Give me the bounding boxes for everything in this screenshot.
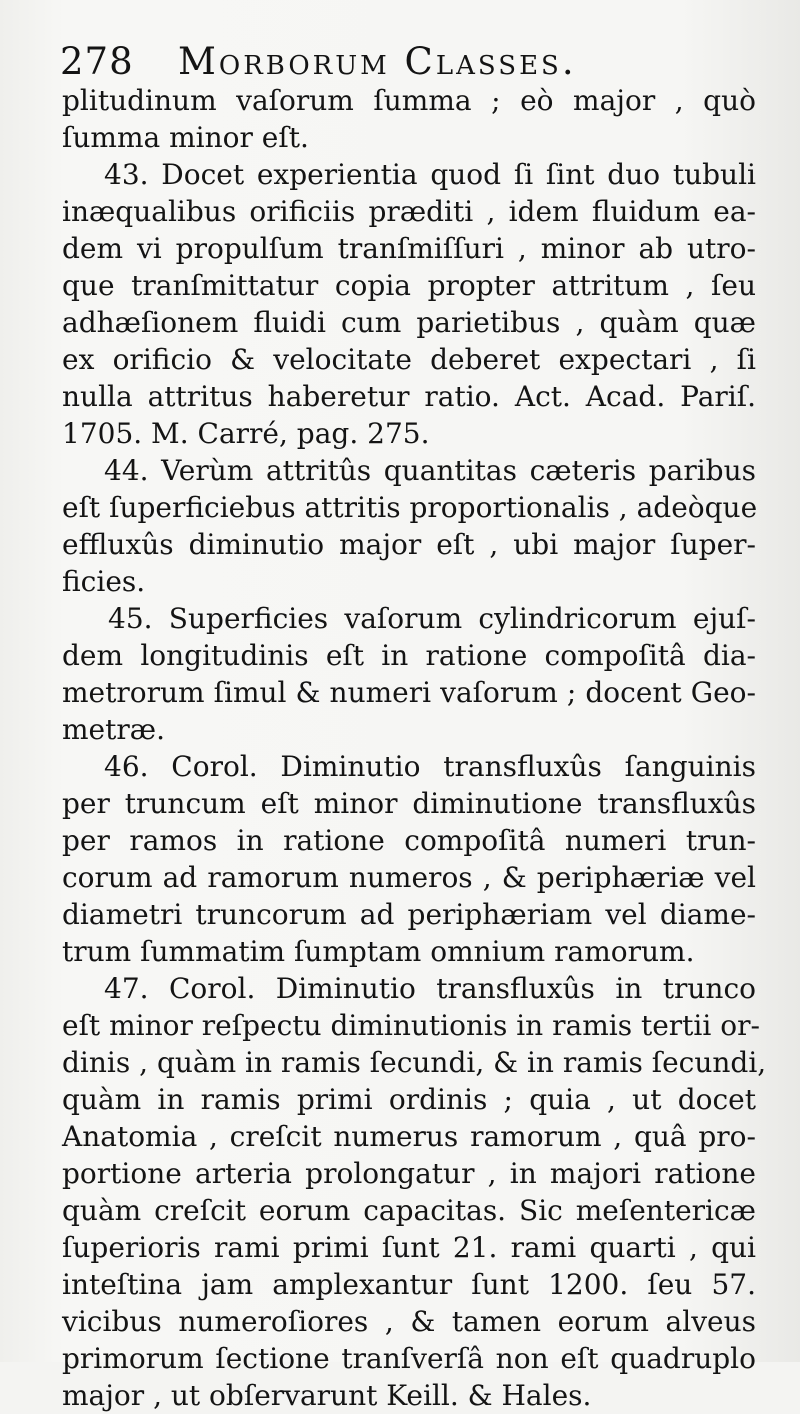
citation-line: 1705. M. Carré, pag. 275. xyxy=(62,417,430,450)
text-line: primorum ſectione tranſverſâ non eſt quadruplo xyxy=(62,1342,756,1375)
text-line: nulla attritus haberetur ratio. Act. Acad. Pariſ. xyxy=(62,380,756,413)
text-line: inteſtina jam amplexantur ſunt 1200. ſeu 57. xyxy=(62,1268,756,1301)
text-line: metræ. xyxy=(62,713,165,746)
text-line: portione arteria prolongatur , in majori ratione xyxy=(62,1157,756,1190)
text-line: per ramos in ratione compoſitâ numeri trun- xyxy=(62,824,756,857)
text-line: vicibus numeroſiores , & tamen eorum alveus xyxy=(62,1305,756,1338)
text-line: trum ſummatim ſumptam omnium ramorum. xyxy=(62,935,695,968)
text-line: diametri truncorum ad periphæriam vel diame- xyxy=(62,898,756,931)
text-line: dem vi propulſum tranſmiſſuri , minor ab utro- xyxy=(62,232,756,265)
text-line: plitudinum vaſorum ſumma ; eò major , quò xyxy=(62,84,756,117)
text-line: corum ad ramorum numeros , & periphæriæ vel xyxy=(62,861,756,894)
text-line: Anatomia , creſcit numerus ramorum , quâ pro- xyxy=(62,1120,756,1153)
text-line: eſt minor reſpectu diminutionis in ramis tertii or- xyxy=(62,1009,760,1042)
paragraph-44-start: 44. Verùm attritûs quantitas cæteris paribus xyxy=(104,454,756,487)
text-line: dinis , quàm in ramis ſecundi, & in ramis ſecundi, xyxy=(62,1046,767,1079)
text-line: effluxûs diminutio major eſt , ubi major ſuper- xyxy=(62,528,756,561)
text-line: quàm creſcit eorum capacitas. Sic meſentericæ xyxy=(62,1194,756,1227)
text-line: adhæſionem fluidi cum parietibus , quàm quæ xyxy=(62,306,756,339)
paragraph-43-start: 43. Docet experientia quod ſi ſint duo tubuli xyxy=(104,158,756,191)
text-line: per truncum eſt minor diminutione transfluxûs xyxy=(62,787,756,820)
paragraph-47-start: 47. Corol. Diminutio transfluxûs in trunco xyxy=(104,972,756,1005)
text-line: ex orificio & velocitate deberet expectari , ſi xyxy=(62,343,756,376)
text-line: que tranſmittatur copia propter attritum , ſeu xyxy=(62,269,756,302)
page-number: 278 xyxy=(60,40,134,83)
text-line: metrorum ſimul & numeri vaſorum ; docent Geo- xyxy=(62,676,756,709)
running-title: Morborum Classes. xyxy=(178,40,577,83)
paragraph-46-start: 46. Corol. Diminutio transfluxûs ſanguinis xyxy=(104,750,756,783)
text-line: ficies. xyxy=(62,565,146,598)
text-line: ſuperioris rami primi ſunt 21. rami quarti , qui xyxy=(62,1231,756,1264)
text-line: ſumma minor eſt. xyxy=(62,121,309,154)
text-line: eſt ſuperficiebus attritis proportionalis , adeòque xyxy=(62,491,758,524)
paragraph-45-start: 45. Superficies vaſorum cylindricorum ejuſ- xyxy=(108,602,756,635)
text-line: inæqualibus orificiis præditi , idem fluidum ea- xyxy=(62,195,756,228)
text-line: quàm in ramis primi ordinis ; quia , ut docet xyxy=(62,1083,756,1116)
text-line: major , ut obſervarunt Keill. & Hales. xyxy=(62,1379,592,1412)
text-line: dem longitudinis eſt in ratione compoſitâ dia- xyxy=(62,639,756,672)
body-text xyxy=(62,82,767,1414)
